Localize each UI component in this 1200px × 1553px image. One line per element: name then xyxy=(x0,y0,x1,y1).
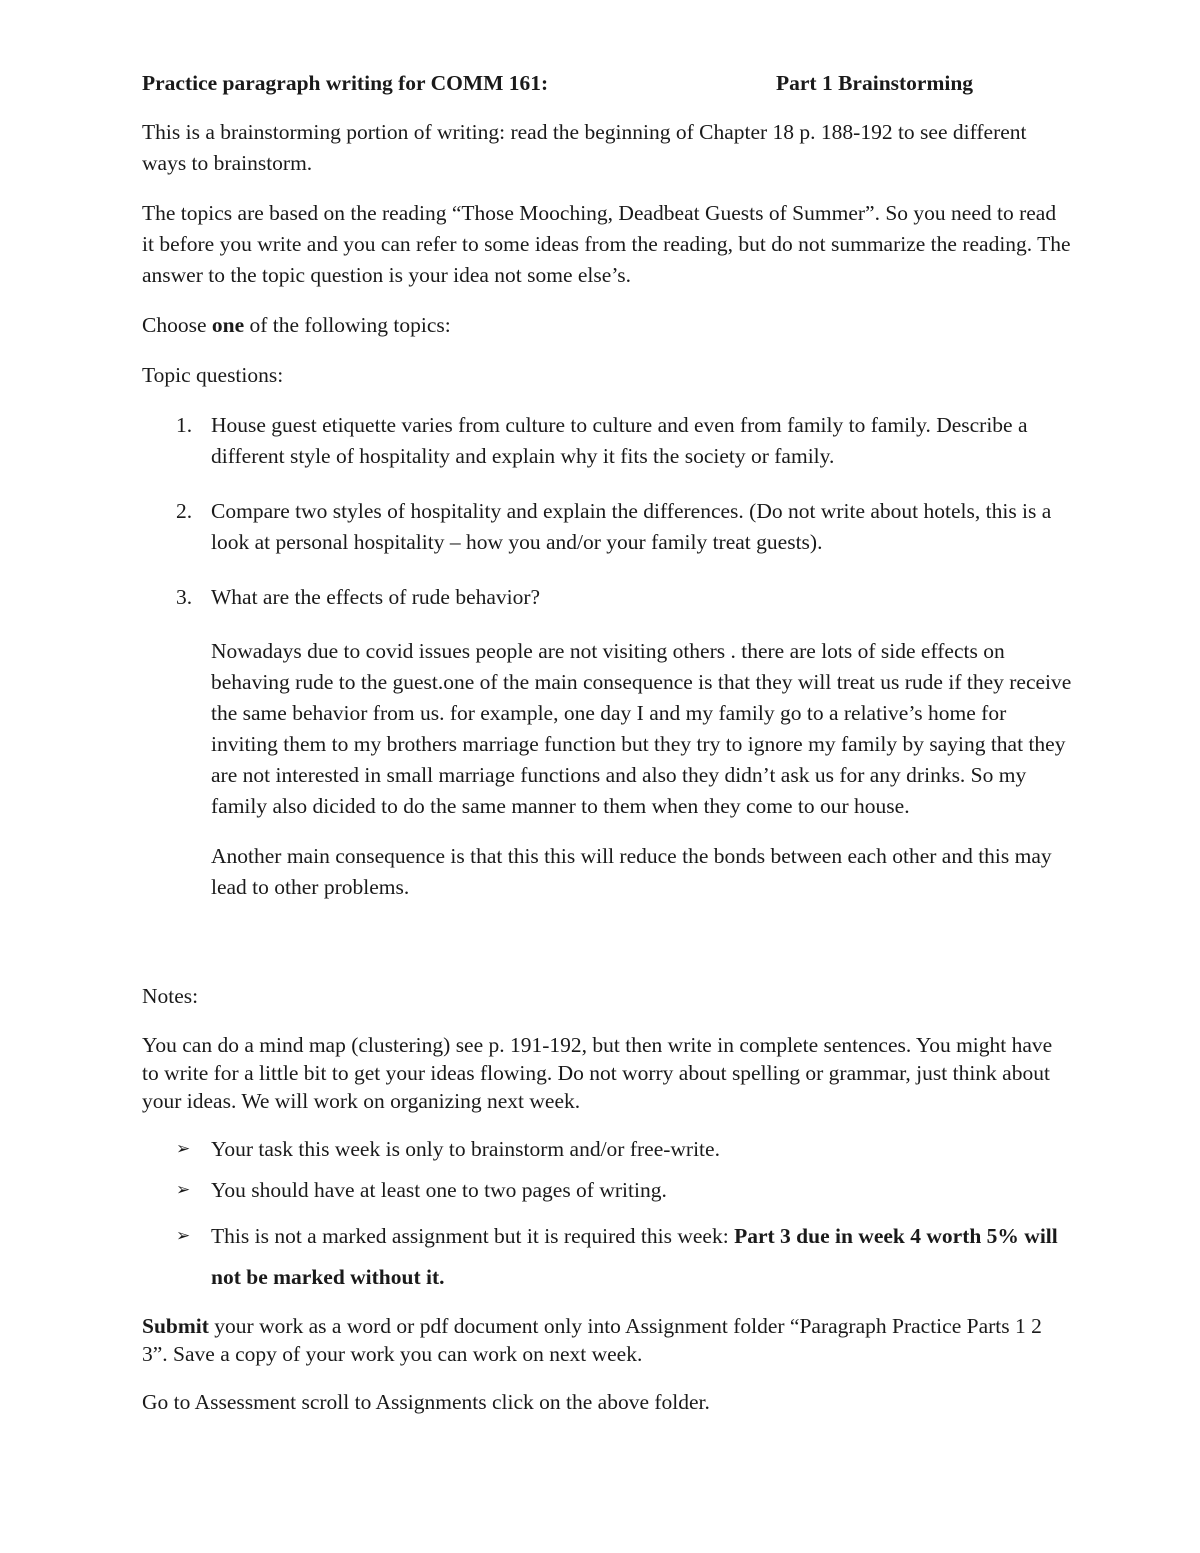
intro-paragraph-2: The topics are based on the reading “Those Mooching, Deadbeat Guests of Summer”. So you need to read it before you write and you can refer to some ideas from the reading, but do not summarize the reading. The answer to the topic question is your idea not some else’s. xyxy=(142,201,1071,287)
arrow-bullet-icon: ➢ xyxy=(176,1139,191,1159)
task-text: Your task this week is only to brainstorm and/or free-write. xyxy=(211,1137,720,1161)
topic-number: 2. xyxy=(176,499,193,523)
task-item-2 xyxy=(142,1175,1072,1206)
student-answer xyxy=(211,636,1072,903)
topic-item-2 xyxy=(142,496,1072,558)
choose-prefix: Choose xyxy=(142,313,212,337)
title-right: Part 1 Brainstorming xyxy=(776,71,974,95)
notes-label: Notes: xyxy=(142,984,199,1008)
topic-questions-label: Topic questions: xyxy=(142,363,284,387)
arrow-bullet-icon: ➢ xyxy=(176,1226,191,1246)
task-list xyxy=(142,1134,1072,1298)
arrow-bullet-icon: ➢ xyxy=(176,1180,191,1200)
task-item-1 xyxy=(142,1134,1072,1165)
choose-suffix: of the following topics: xyxy=(244,313,451,337)
task-text: This is not a marked assignment but it is required this week: xyxy=(211,1224,735,1248)
topic-text: House guest etiquette varies from culture to culture and even from family to family. Describe a different style of hospitality and explain why it fits the society or family. xyxy=(211,413,1028,468)
title-left: Practice paragraph writing for COMM 161: xyxy=(142,71,549,95)
topic-list xyxy=(142,410,1072,903)
submit-text: your work as a word or pdf document only into Assignment folder “Paragraph Practice Parts 1 2 3”. Save a copy of your work you can work on next week. xyxy=(142,1314,1042,1366)
topic-item-3 xyxy=(142,582,1072,903)
topic-number: 3. xyxy=(176,585,193,609)
choose-instruction xyxy=(142,310,1072,341)
choose-bold: one xyxy=(211,313,245,337)
topic-text: Compare two styles of hospitality and explain the differences. (Do not write about hotels, this is a look at personal hospitality – how you and/or your family treat guests). xyxy=(211,499,1052,554)
submit-instruction xyxy=(142,1312,1072,1368)
page-title xyxy=(142,68,1072,99)
answer-paragraph-2: Another main consequence is that this this will reduce the bonds between each other and this may lead to other problems. xyxy=(211,844,1052,899)
task-item-3 xyxy=(142,1216,1072,1298)
document-page xyxy=(142,68,1072,1437)
topic-text: What are the effects of rude behavior? xyxy=(211,585,541,609)
go-to-instruction: Go to Assessment scroll to Assignments click on the above folder. xyxy=(142,1390,710,1414)
topic-item-1 xyxy=(142,410,1072,472)
intro-paragraph-1: This is a brainstorming portion of writing: read the beginning of Chapter 18 p. 188-192 to see different ways to brainstorm. xyxy=(142,120,1027,175)
submit-bold: Submit xyxy=(142,1314,209,1338)
topic-number: 1. xyxy=(176,413,193,437)
task-text: You should have at least one to two pages of writing. xyxy=(211,1178,667,1202)
spacer xyxy=(142,923,1072,981)
answer-paragraph-1: Nowadays due to covid issues people are not visiting others . there are lots of side effects on behaving rude to the guest.one of the main consequence is that they will treat us rude if they receive the same behavior from us. for example, one day I and my family go to a relative’s home for inviting them to my brothers marriage function but they try to ignore my family by saying that they are not interested in small marriage functions and also they didn’t ask us for any drinks. So my family also dicided to do the same manner to them when they come to our house. xyxy=(211,639,1072,818)
task-bold-text: Part 3 due in week 4 worth 5% will not be marked without it. xyxy=(211,1224,1058,1289)
notes-paragraph: You can do a mind map (clustering) see p. 191-192, but then write in complete sentences. You might have to write for a little bit to get your ideas flowing. Do not worry about spelling or grammar, just think about your ideas. We will work on organizing next week. xyxy=(142,1033,1053,1113)
